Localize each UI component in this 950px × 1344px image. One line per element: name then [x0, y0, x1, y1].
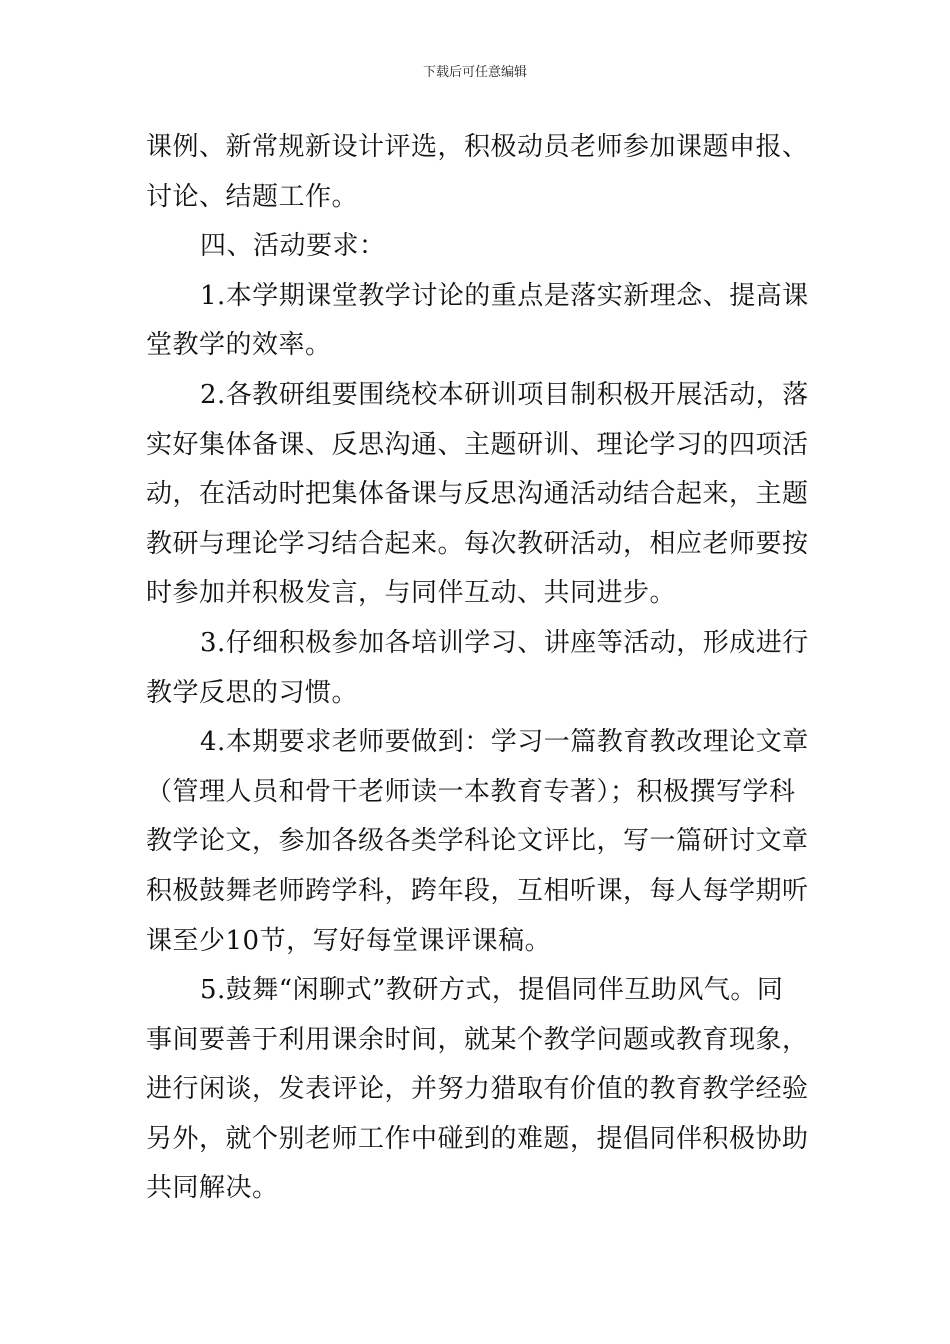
text-line: 积极鼓舞老师跨学科，跨年段，互相听课，每人每学期听: [146, 875, 809, 906]
text-line: 教学论文，参加各级各类学科论文评比，写一篇研讨文章: [146, 826, 809, 857]
text-line: （管理人员和骨干老师读一本教育专著）；积极撰写学科: [146, 776, 796, 807]
text-line: 进行闲谈，发表评论，并努力猎取有价值的教育教学经验: [146, 1074, 809, 1105]
text-line: 堂教学的效率。: [146, 330, 332, 361]
text-line: 动，在活动时把集体备课与反思沟通活动结合起来，主题: [146, 479, 809, 510]
text-line: 3.仔细积极参加各培训学习、讲座等活动，形成进行: [200, 627, 809, 658]
text-line: 事间要善于利用课余时间，就某个教学问题或教育现象，: [146, 1024, 809, 1055]
text-line: 2.各教研组要围绕校本研训项目制积极开展活动，落: [200, 379, 809, 410]
text-line: 1.本学期课堂教学讨论的重点是落实新理念、提高课: [200, 280, 809, 311]
text-line: 课例、新常规新设计评选，积极动员老师参加课题申报、: [146, 132, 809, 162]
text-line: 课至少10节，写好每堂课评课稿。: [146, 925, 552, 956]
text-line: 教研与理论学习结合起来。每次教研活动，相应老师要按: [146, 528, 809, 559]
text-line: 时参加并积极发言，与同伴互动、共同进步。: [146, 578, 677, 609]
section-heading: 四、活动要求：: [200, 231, 386, 262]
text-line: 5.鼓舞“闲聊式”教研方式，提倡同伴互助风气。同: [200, 975, 784, 1006]
page-header: 下载后可任意编辑: [422, 65, 527, 80]
text-line: 讨论、结题工作。: [146, 181, 359, 212]
text-line: 实好集体备课、反思沟通、主题研训、理论学习的四项活: [146, 429, 809, 460]
text-line: 另外，就个别老师工作中碰到的难题，提倡同伴积极协助: [146, 1123, 809, 1154]
text-line: 教学反思的习惯。: [146, 677, 359, 708]
text-line: 共同解决。: [146, 1173, 279, 1204]
document-body: [146, 123, 810, 1214]
text-line: 4.本期要求老师要做到：学习一篇教育教改理论文章: [200, 727, 809, 758]
